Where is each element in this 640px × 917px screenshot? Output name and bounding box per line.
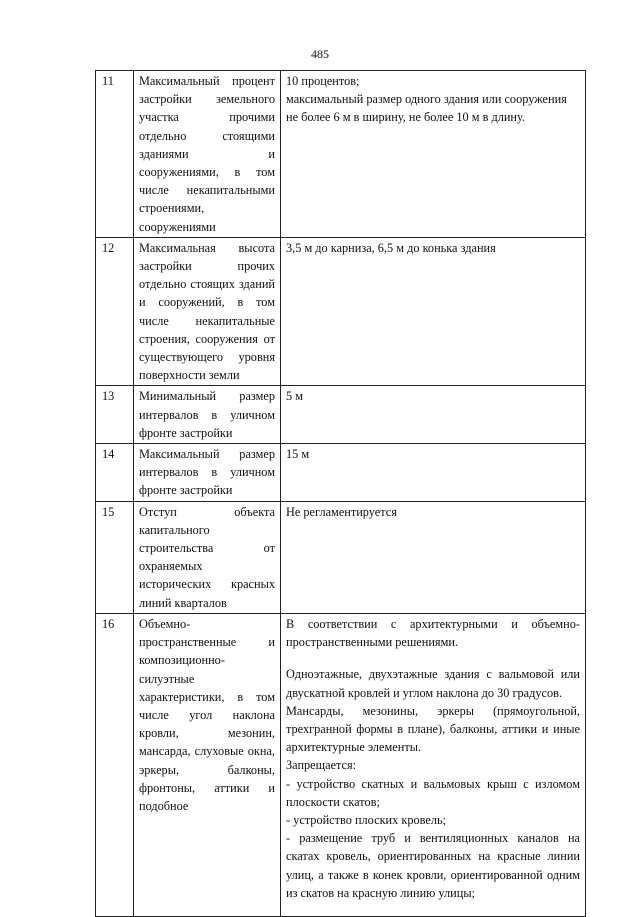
parameter-value xyxy=(281,613,586,916)
row-number: 15 xyxy=(96,501,134,613)
parameter-value xyxy=(281,501,586,613)
parameter-name: Максимальный процент застройки земельного участка прочими отдельно стоящими зданиями и сооружениями, в том числе некапитальными строениями, сооружениями xyxy=(134,71,281,238)
paragraph-gap xyxy=(286,651,580,665)
value-line: Не регламентируется xyxy=(286,504,397,519)
value-line: - устройство плоских кровель; xyxy=(286,812,446,827)
parameter-value xyxy=(281,386,586,444)
table-row xyxy=(96,237,586,386)
page-number: 485 xyxy=(311,47,329,61)
value-line: Мансарды, мезонины, эркеры (прямоугольной, трехгранной формы в плане), балконы, аттики и иные архитектурные элементы. xyxy=(286,703,580,755)
table-row xyxy=(96,71,586,238)
value-line: 5 м xyxy=(286,389,304,404)
parameter-name: Максимальный размер интервалов в уличном фронте застройки xyxy=(134,444,281,502)
parameter-name: Отступ объекта капитального строительства от охраняемых исторических красных линий кварталов xyxy=(134,501,281,613)
value-line: Запрещается: xyxy=(286,758,357,773)
value-line: В соответствии с архитектурными и объемно-пространственными решениями. xyxy=(286,616,580,650)
value-line: 10 процентов; xyxy=(286,74,360,88)
parameter-value xyxy=(281,237,586,386)
row-number: 11 xyxy=(96,71,134,238)
table-row xyxy=(96,386,586,444)
value-line: максимальный размер одного здания или сооружения не более 6 м в ширину, не более 10 м в длину. xyxy=(286,92,567,125)
table-row xyxy=(96,613,586,916)
parameter-name: Минимальный размер интервалов в уличном фронте застройки xyxy=(134,386,281,444)
value-line: 3,5 м до карниза, 6,5 м до конька здания xyxy=(286,240,496,255)
row-number: 13 xyxy=(96,386,134,444)
parameter-value xyxy=(281,444,586,502)
value-line: - устройство скатных и вальмовых крыш с изломом плоскости скатов; xyxy=(286,776,580,809)
parameter-value xyxy=(281,71,586,238)
parameter-name: Объемно-пространственные и композиционно-силуэтные характеристики, в том числе угол наклона кровли, мезонин, мансарда, слуховые окна, эркеры, балконы, фронтоны, аттики и подобное xyxy=(134,613,281,916)
value-line: - размещение труб и вентиляционных каналов на скатах кровель, ориентированных на красные линии улиц, а также в конек кровли, ориентированной одним из скатов на красную линию улицы; xyxy=(286,831,580,900)
row-number: 14 xyxy=(96,444,134,502)
parameter-name: Максимальная высота застройки прочих отдельно стоящих зданий и сооружений, в том числе некапитальные строения, сооружения от существующего уровня поверхности земли xyxy=(134,237,281,386)
row-number: 12 xyxy=(96,237,134,386)
table-row xyxy=(96,501,586,613)
value-line: 15 м xyxy=(286,447,310,462)
value-line: Одноэтажные, двухэтажные здания с вальмовой или двускатной кровлей и углом наклона до 30 градусов. xyxy=(286,667,580,700)
regulations-table xyxy=(95,70,586,917)
table-row xyxy=(96,444,586,502)
row-number: 16 xyxy=(96,613,134,916)
